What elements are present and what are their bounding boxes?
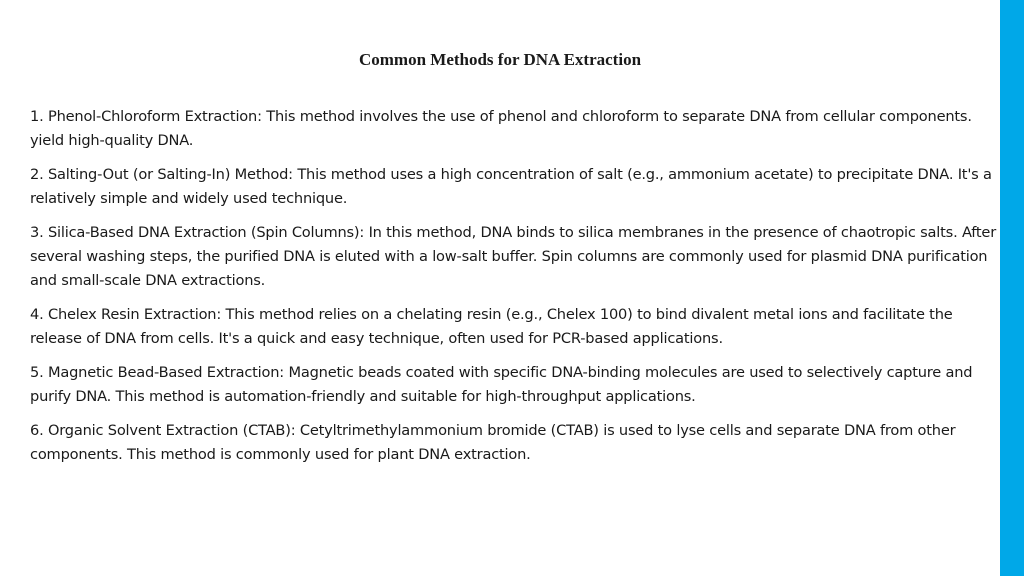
method-item-6: 6. Organic Solvent Extraction (CTAB): Cetyltrimethylammonium bromide (CTAB) is used to lyse cells and separate DNA from other components. This method is commonly used for plant DNA extraction.: [30, 422, 956, 463]
method-item-2: 2. Salting-Out (or Salting-In) Method: This method uses a high concentration of salt (e.g., ammonium acetate) to precipitate DNA. It's a relatively simple and widely used technique.: [30, 166, 992, 207]
method-item-4: 4. Chelex Resin Extraction: This method relies on a chelating resin (e.g., Chelex 100) to bind divalent metal ions and facilitate the release of DNA from cells. It's a quick and easy technique, often used for PCR-based applications.: [30, 306, 953, 347]
method-item-1: 1. Phenol-Chloroform Extraction: This method involves the use of phenol and chloroform to separate DNA from cellular components. yield high-quality DNA.: [30, 108, 972, 149]
method-list: [30, 105, 998, 477]
method-item-5: 5. Magnetic Bead-Based Extraction: Magnetic beads coated with specific DNA-binding molecules are used to selectively capture and purify DNA. This method is automation-friendly and suitable for high-throughput applications.: [30, 364, 973, 405]
method-item-3: 3. Silica-Based DNA Extraction (Spin Columns): In this method, DNA binds to silica membranes in the presence of chaotropic salts. After several washing steps, the purified DNA is eluted with a low-salt buffer. Spin columns are commonly used for plasmid DNA purification and small-scale DNA extractions.: [30, 224, 996, 289]
slide-title: Common Methods for DNA Extraction: [358, 50, 642, 69]
accent-bar: [1000, 0, 1024, 576]
